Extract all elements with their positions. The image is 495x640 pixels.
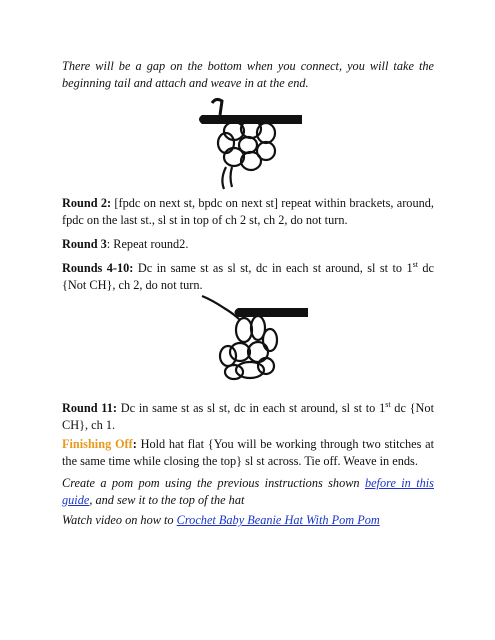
round-11-text-end: dc {Not CH}, ch 1. [62,401,435,432]
pompom-text: Create a pom pom using the previous instructions shown [62,476,365,490]
intro-text: There will be a gap on the bottom when you connect, you will take the beginning tail and attach and weave in at the end. [62,59,434,90]
pompom-text-end: , and sew it to the top of the hat [89,492,245,507]
crochet-illustration-1 [196,95,306,191]
before-in-guide-link[interactable]: before in this guide [62,476,434,507]
round-11-text: Dc in same st as sl st, dc in each st around, sl st to 1 [117,401,386,415]
round-3-text: : Repeat round2. [106,237,189,251]
rounds-4-10-text-end: dc {Not CH}, ch 2, do not turn. [62,261,435,292]
finishing-label: Finishing Off [62,437,133,451]
round-2-label: Round 2: [62,196,112,210]
crochet-illustration-2 [200,294,310,394]
video-paragraph [62,512,434,529]
round-11-label: Round 11: [62,401,118,415]
rounds-4-10-text: Dc in same st as sl st, dc in each st around, sl st to 1 [133,261,413,275]
rounds-4-10-superscript: st [412,260,418,269]
round-11-superscript: st [385,400,391,409]
intro-paragraph [62,58,434,91]
round-3-label: Round 3 [62,237,107,251]
video-link[interactable]: Crochet Baby Beanie Hat With Pom Pom [176,513,380,527]
video-text: Watch video on how to [62,513,177,527]
rounds-4-10-paragraph [62,260,434,293]
round-2-text: [fpdc on next st, bpdc on next st] repeat within brackets, around, fpdc on the last st., sl st in top of ch 2 st, ch 2, do not turn. [62,196,434,227]
pompom-paragraph [62,475,434,508]
round-3-paragraph [62,236,434,253]
round-2-paragraph [62,195,434,228]
finishing-text: Hold hat flat {You will be working through two stitches at the same time while closing the top} sl st across. Tie off. Weave in ends. [62,437,434,468]
finishing-paragraph [62,436,434,469]
round-11-paragraph [62,400,434,433]
finishing-colon: : [132,437,137,451]
rounds-4-10-label: Rounds 4-10: [62,261,134,275]
